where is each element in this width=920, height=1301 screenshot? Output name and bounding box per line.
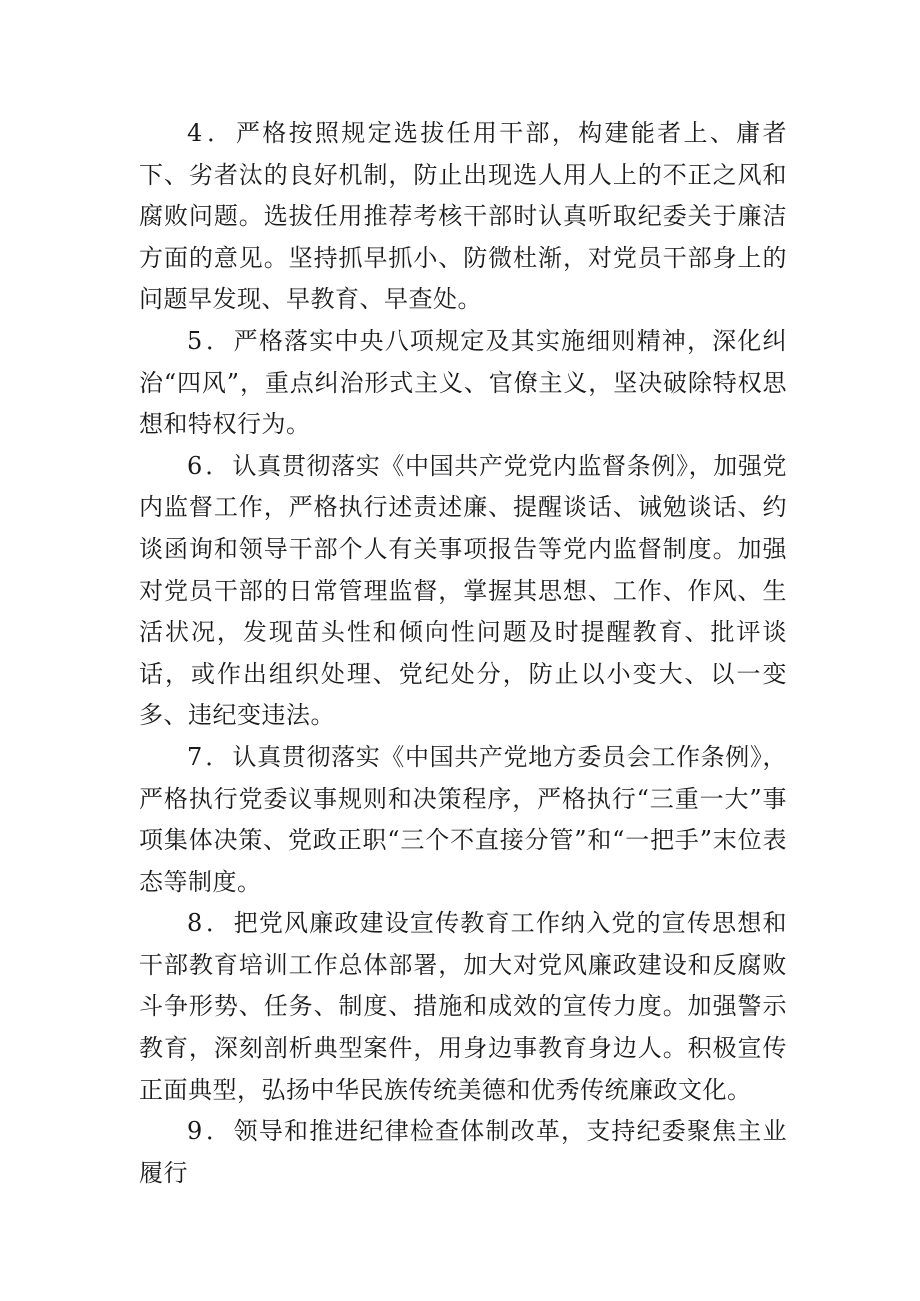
paragraph-text: 领导和推进纪律检查体制改革，支持纪委聚焦主业履行 — [139, 1117, 787, 1187]
paragraph-item-7 — [139, 737, 787, 903]
document-body — [139, 113, 787, 1194]
paragraph-number: 4． — [187, 119, 236, 147]
paragraph-number: 8． — [187, 909, 234, 938]
paragraph-number: 6． — [187, 451, 233, 480]
paragraph-text: 严格按照规定选拔任用干部，构建能者上、庸者下、劣者汰的良好机制，防止出现选人用人上的不正之风和腐败问题。选拔任用推荐考核干部时认真听取纪委关于廉洁方面的意见。坚持抓早抓小、防微杜渐，对党员干部身上的问题早发现、早教育、早查处。 — [139, 119, 787, 314]
paragraph-item-8 — [139, 903, 787, 1111]
paragraph-item-4 — [139, 113, 787, 321]
paragraph-item-6 — [139, 446, 787, 737]
paragraph-number: 5． — [187, 326, 234, 355]
paragraph-text: 认真贯彻落实《中国共产党地方委员会工作条例》，严格执行党委议事规则和决策程序，严格执行“三重一大”事项集体决策、党政正职“三个不直接分管”和“一把手”末位表态等制度。 — [139, 742, 787, 896]
paragraph-item-9 — [139, 1111, 787, 1194]
paragraph-text: 认真贯彻落实《中国共产党党内监督条例》，加强党内监督工作，严格执行述责述廉、提醒谈话、诫勉谈话、约谈函询和领导干部个人有关事项报告等党内监督制度。加强对党员干部的日常管理监督，掌握其思想、工作、作风、生活状况，发现苗头性和倾向性问题及时提醒教育、批评谈话，或作出组织处理、党纪处分，防止以小变大、以一变多、违纪变违法。 — [139, 451, 787, 730]
paragraph-text: 严格落实中央八项规定及其实施细则精神，深化纠治“四风”，重点纠治形式主义、官僚主义，坚决破除特权思想和特权行为。 — [139, 326, 787, 439]
paragraph-number: 7． — [187, 742, 233, 771]
paragraph-text: 把党风廉政建设宣传教育工作纳入党的宣传思想和干部教育培训工作总体部署，加大对党风廉政建设和反腐败斗争形势、任务、制度、措施和成效的宣传力度。加强警示教育，深刻剖析典型案件，用身边事教育身边人。积极宣传正面典型，弘扬中华民族传统美德和优秀传统廉政文化。 — [139, 909, 787, 1104]
paragraph-item-5 — [139, 321, 787, 446]
paragraph-number: 9． — [187, 1117, 234, 1146]
